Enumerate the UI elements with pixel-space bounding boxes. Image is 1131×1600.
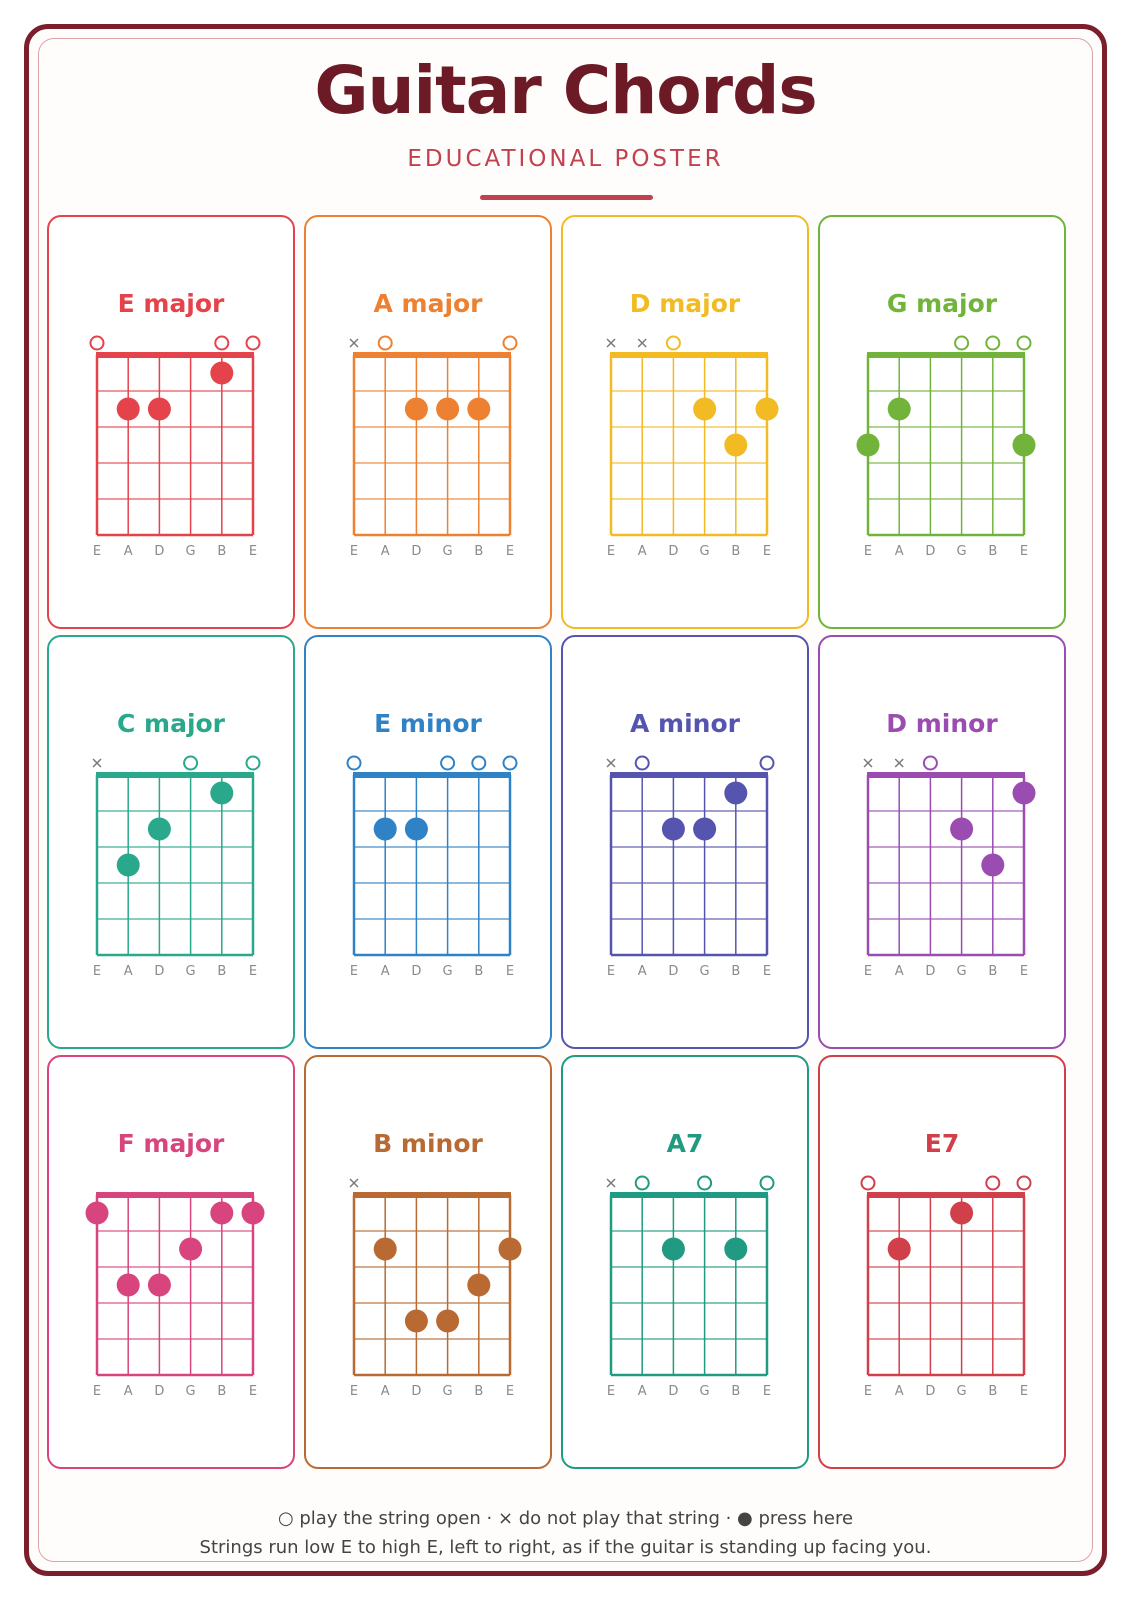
finger-dot [1013,434,1036,457]
chord-card [818,215,1066,629]
string-label: A [894,964,904,979]
string-label: E [349,964,359,979]
finger-dot [950,818,973,841]
chord-card [561,1055,809,1469]
chord-diagram [49,217,297,631]
nut [353,352,511,358]
muted-string-marker [864,759,872,767]
muted-string-marker [895,759,903,767]
muted-string-marker [607,339,615,347]
page-title: Guitar Chords [314,52,817,129]
muted-string-marker [350,339,358,347]
nut [610,1192,768,1198]
string-label: A [123,964,133,979]
string-label: D [154,544,165,559]
muted-string-marker [638,339,646,347]
finger-dot [857,434,880,457]
finger-dot [724,782,747,805]
chord-card [47,215,295,629]
chord-name: F major [117,1129,225,1158]
chord-diagram [563,637,811,1051]
string-label: G [699,1384,710,1399]
string-label: D [154,964,165,979]
finger-dot [86,1202,109,1225]
string-label: G [699,544,710,559]
open-string-marker [504,757,517,770]
string-label: A [380,1384,390,1399]
string-label: G [956,544,967,559]
string-label: B [988,1384,998,1399]
muted-string-marker [607,1179,615,1187]
finger-dot [117,854,140,877]
finger-dot [467,1274,490,1297]
string-label: E [248,964,258,979]
string-label: E [606,964,616,979]
finger-dot [1013,782,1036,805]
legend: ○ play the string open · × do not play that string · ● press here [277,1508,854,1529]
string-label: E [1019,964,1029,979]
string-label: E [505,1384,515,1399]
chord-card [561,215,809,629]
string-label: A [894,1384,904,1399]
open-string-marker [247,757,260,770]
chord-diagram [563,217,811,631]
finger-dot [117,1274,140,1297]
string-label: D [668,544,679,559]
muted-string-marker [607,759,615,767]
finger-dot [179,1238,202,1261]
chord-name: A7 [666,1129,704,1158]
finger-dot [888,1238,911,1261]
string-label: E [863,964,873,979]
open-string-marker [667,337,680,350]
nut [353,1192,511,1198]
string-label: E [92,544,102,559]
string-label: G [956,964,967,979]
finger-dot [148,1274,171,1297]
string-label: B [474,964,484,979]
chord-card [47,635,295,1049]
finger-dot [374,818,397,841]
finger-dot [499,1238,522,1261]
string-label: E [606,544,616,559]
chord-diagram [306,217,554,631]
string-label: E [349,544,359,559]
string-label: B [988,964,998,979]
string-label: B [217,544,227,559]
open-string-marker [761,1177,774,1190]
string-label: G [185,544,196,559]
finger-dot [210,362,233,385]
string-label: E [1019,544,1029,559]
finger-dot [662,818,685,841]
open-string-marker [986,1177,999,1190]
string-label: A [123,544,133,559]
string-label: D [668,1384,679,1399]
finger-dot [436,1310,459,1333]
finger-dot [693,818,716,841]
chord-name: E minor [374,709,482,738]
string-label: B [217,1384,227,1399]
chord-name: E7 [924,1129,960,1158]
finger-dot [888,398,911,421]
finger-dot [693,398,716,421]
finger-dot [210,782,233,805]
muted-string-marker [93,759,101,767]
chord-card [304,1055,552,1469]
string-label: A [637,964,647,979]
open-string-marker [504,337,517,350]
string-label: E [1019,1384,1029,1399]
open-string-marker [184,757,197,770]
chord-name: C major [116,709,226,738]
finger-dot [405,398,428,421]
open-string-marker [1018,1177,1031,1190]
open-string-marker [698,1177,711,1190]
open-string-marker [636,1177,649,1190]
nut [867,772,1025,778]
finger-dot [405,818,428,841]
string-label: E [762,1384,772,1399]
string-label: D [154,1384,165,1399]
open-string-marker [91,337,104,350]
string-label: D [411,1384,422,1399]
footnote: Strings run low E to high E, left to right, as if the guitar is standing up facing you. [199,1537,932,1558]
string-label: B [731,1384,741,1399]
nut [96,1192,254,1198]
string-label: E [606,1384,616,1399]
string-label: G [185,1384,196,1399]
string-label: B [731,964,741,979]
chord-diagram [820,637,1068,1051]
string-label: G [185,964,196,979]
nut [867,1192,1025,1198]
open-string-marker [986,337,999,350]
string-label: D [925,544,936,559]
chord-diagram [820,1057,1068,1471]
string-label: D [925,964,936,979]
open-string-marker [348,757,361,770]
chord-name: B minor [373,1129,483,1158]
string-label: G [442,1384,453,1399]
finger-dot [467,398,490,421]
finger-dot [148,818,171,841]
chord-name: A minor [630,709,740,738]
string-label: D [411,964,422,979]
string-label: G [699,964,710,979]
nut [610,772,768,778]
finger-dot [374,1238,397,1261]
finger-dot [724,434,747,457]
chord-diagram [820,217,1068,631]
string-label: B [731,544,741,559]
string-label: B [217,964,227,979]
chord-name: A major [373,289,483,318]
string-label: A [894,544,904,559]
chord-name: D minor [886,709,998,738]
string-label: B [988,544,998,559]
finger-dot [405,1310,428,1333]
string-label: E [505,544,515,559]
finger-dot [981,854,1004,877]
finger-dot [662,1238,685,1261]
string-label: E [505,964,515,979]
chord-card [304,215,552,629]
open-string-marker [215,337,228,350]
chord-name: D major [629,289,741,318]
finger-dot [117,398,140,421]
string-label: E [349,1384,359,1399]
open-string-marker [247,337,260,350]
open-string-marker [924,757,937,770]
chord-card [304,635,552,1049]
string-label: D [925,1384,936,1399]
chord-diagram [49,1057,297,1471]
muted-string-marker [350,1179,358,1187]
open-string-marker [441,757,454,770]
finger-dot [148,398,171,421]
string-label: B [474,544,484,559]
string-label: E [863,544,873,559]
string-label: E [248,1384,258,1399]
string-label: D [668,964,679,979]
chord-card [47,1055,295,1469]
string-label: E [92,1384,102,1399]
chord-diagram [49,637,297,1051]
nut [353,772,511,778]
string-label: A [637,544,647,559]
chord-card [561,635,809,1049]
title-divider [480,195,653,200]
open-string-marker [1018,337,1031,350]
string-label: A [380,964,390,979]
finger-dot [756,398,779,421]
string-label: G [442,964,453,979]
string-label: G [956,1384,967,1399]
nut [96,352,254,358]
open-string-marker [862,1177,875,1190]
string-label: B [474,1384,484,1399]
chord-name: E major [117,289,225,318]
open-string-marker [955,337,968,350]
open-string-marker [379,337,392,350]
string-label: E [863,1384,873,1399]
string-label: E [762,544,772,559]
chord-diagram [306,1057,554,1471]
nut [96,772,254,778]
chord-card [818,635,1066,1049]
chord-diagram [306,637,554,1051]
nut [867,352,1025,358]
string-label: A [637,1384,647,1399]
string-label: G [442,544,453,559]
open-string-marker [761,757,774,770]
nut [610,352,768,358]
string-label: D [411,544,422,559]
string-label: E [92,964,102,979]
string-label: A [380,544,390,559]
chord-diagram [563,1057,811,1471]
finger-dot [210,1202,233,1225]
string-label: E [762,964,772,979]
finger-dot [436,398,459,421]
open-string-marker [472,757,485,770]
chord-card [818,1055,1066,1469]
string-label: A [123,1384,133,1399]
finger-dot [242,1202,265,1225]
page-subtitle: EDUCATIONAL POSTER [407,146,724,172]
finger-dot [724,1238,747,1261]
string-label: E [248,544,258,559]
finger-dot [950,1202,973,1225]
chord-name: G major [886,289,998,318]
open-string-marker [636,757,649,770]
